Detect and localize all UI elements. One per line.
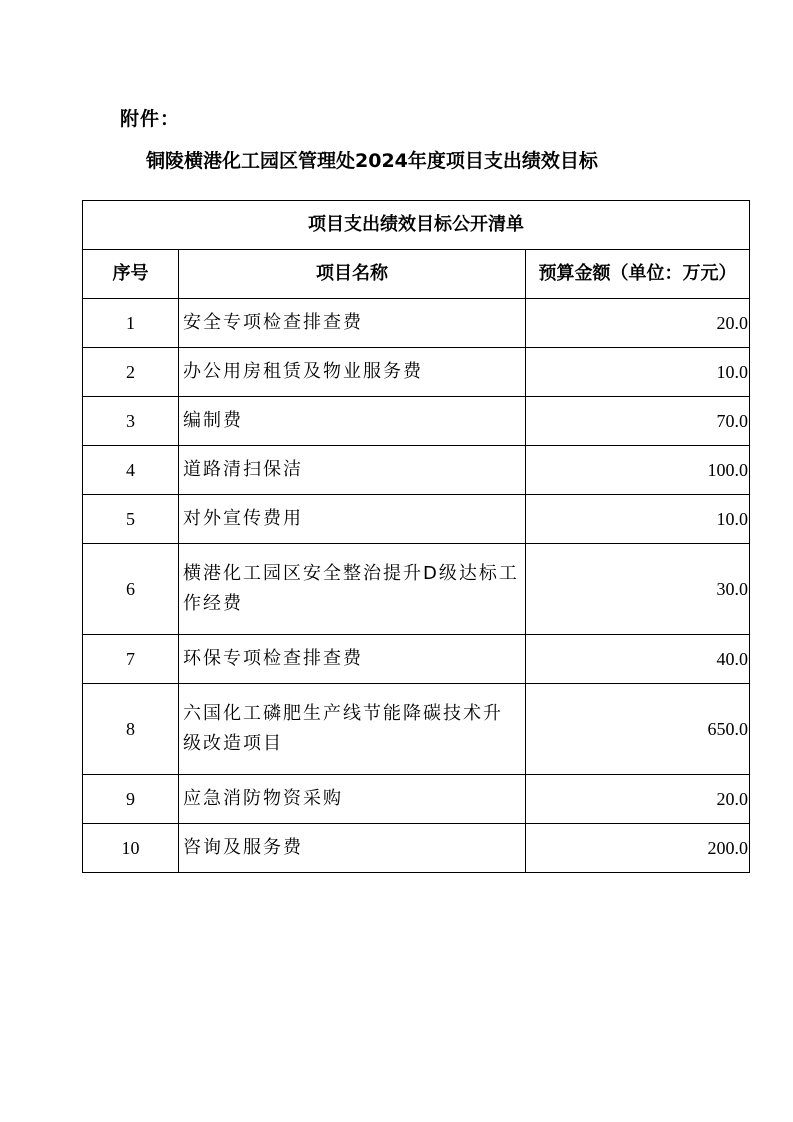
header-amount: 预算金额（单位：万元） [526, 250, 750, 299]
row-name: 六国化工磷肥生产线节能降碳技术升级改造项目 [179, 684, 526, 775]
header-name: 项目名称 [179, 250, 526, 299]
row-name: 道路清扫保洁 [179, 446, 526, 495]
table-row [83, 775, 750, 824]
table-row [83, 684, 750, 775]
row-index: 5 [83, 495, 179, 544]
row-amount: 200.0 [526, 824, 750, 873]
row-name: 安全专项检查排查费 [179, 299, 526, 348]
row-name: 环保专项检查排查费 [179, 635, 526, 684]
row-index: 4 [83, 446, 179, 495]
row-index: 7 [83, 635, 179, 684]
table-row [83, 635, 750, 684]
row-index: 2 [83, 348, 179, 397]
table-row [83, 824, 750, 873]
row-index: 1 [83, 299, 179, 348]
row-name: 对外宣传费用 [179, 495, 526, 544]
document-title: 铜陵横港化工园区管理处2024年度项目支出绩效目标 [146, 150, 598, 172]
row-index: 10 [83, 824, 179, 873]
row-name: 咨询及服务费 [179, 824, 526, 873]
table-caption-row [83, 201, 750, 250]
row-amount: 100.0 [526, 446, 750, 495]
table-row [83, 299, 750, 348]
row-name: 办公用房租赁及物业服务费 [179, 348, 526, 397]
table-caption: 项目支出绩效目标公开清单 [83, 201, 750, 250]
row-amount: 10.0 [526, 348, 750, 397]
budget-table [82, 200, 750, 873]
row-index: 9 [83, 775, 179, 824]
row-index: 3 [83, 397, 179, 446]
row-index: 6 [83, 544, 179, 635]
row-amount: 20.0 [526, 775, 750, 824]
row-index: 8 [83, 684, 179, 775]
attachment-label: 附件： [120, 108, 181, 130]
row-amount: 40.0 [526, 635, 750, 684]
table-row [83, 446, 750, 495]
row-name: 横港化工园区安全整治提升D级达标工作经费 [179, 544, 526, 635]
row-amount: 70.0 [526, 397, 750, 446]
table-row [83, 397, 750, 446]
table-row [83, 495, 750, 544]
table-row [83, 544, 750, 635]
table-header-row [83, 250, 750, 299]
table-row [83, 348, 750, 397]
row-amount: 20.0 [526, 299, 750, 348]
row-name: 应急消防物资采购 [179, 775, 526, 824]
header-index: 序号 [83, 250, 179, 299]
row-amount: 30.0 [526, 544, 750, 635]
row-amount: 10.0 [526, 495, 750, 544]
row-amount: 650.0 [526, 684, 750, 775]
row-name: 编制费 [179, 397, 526, 446]
